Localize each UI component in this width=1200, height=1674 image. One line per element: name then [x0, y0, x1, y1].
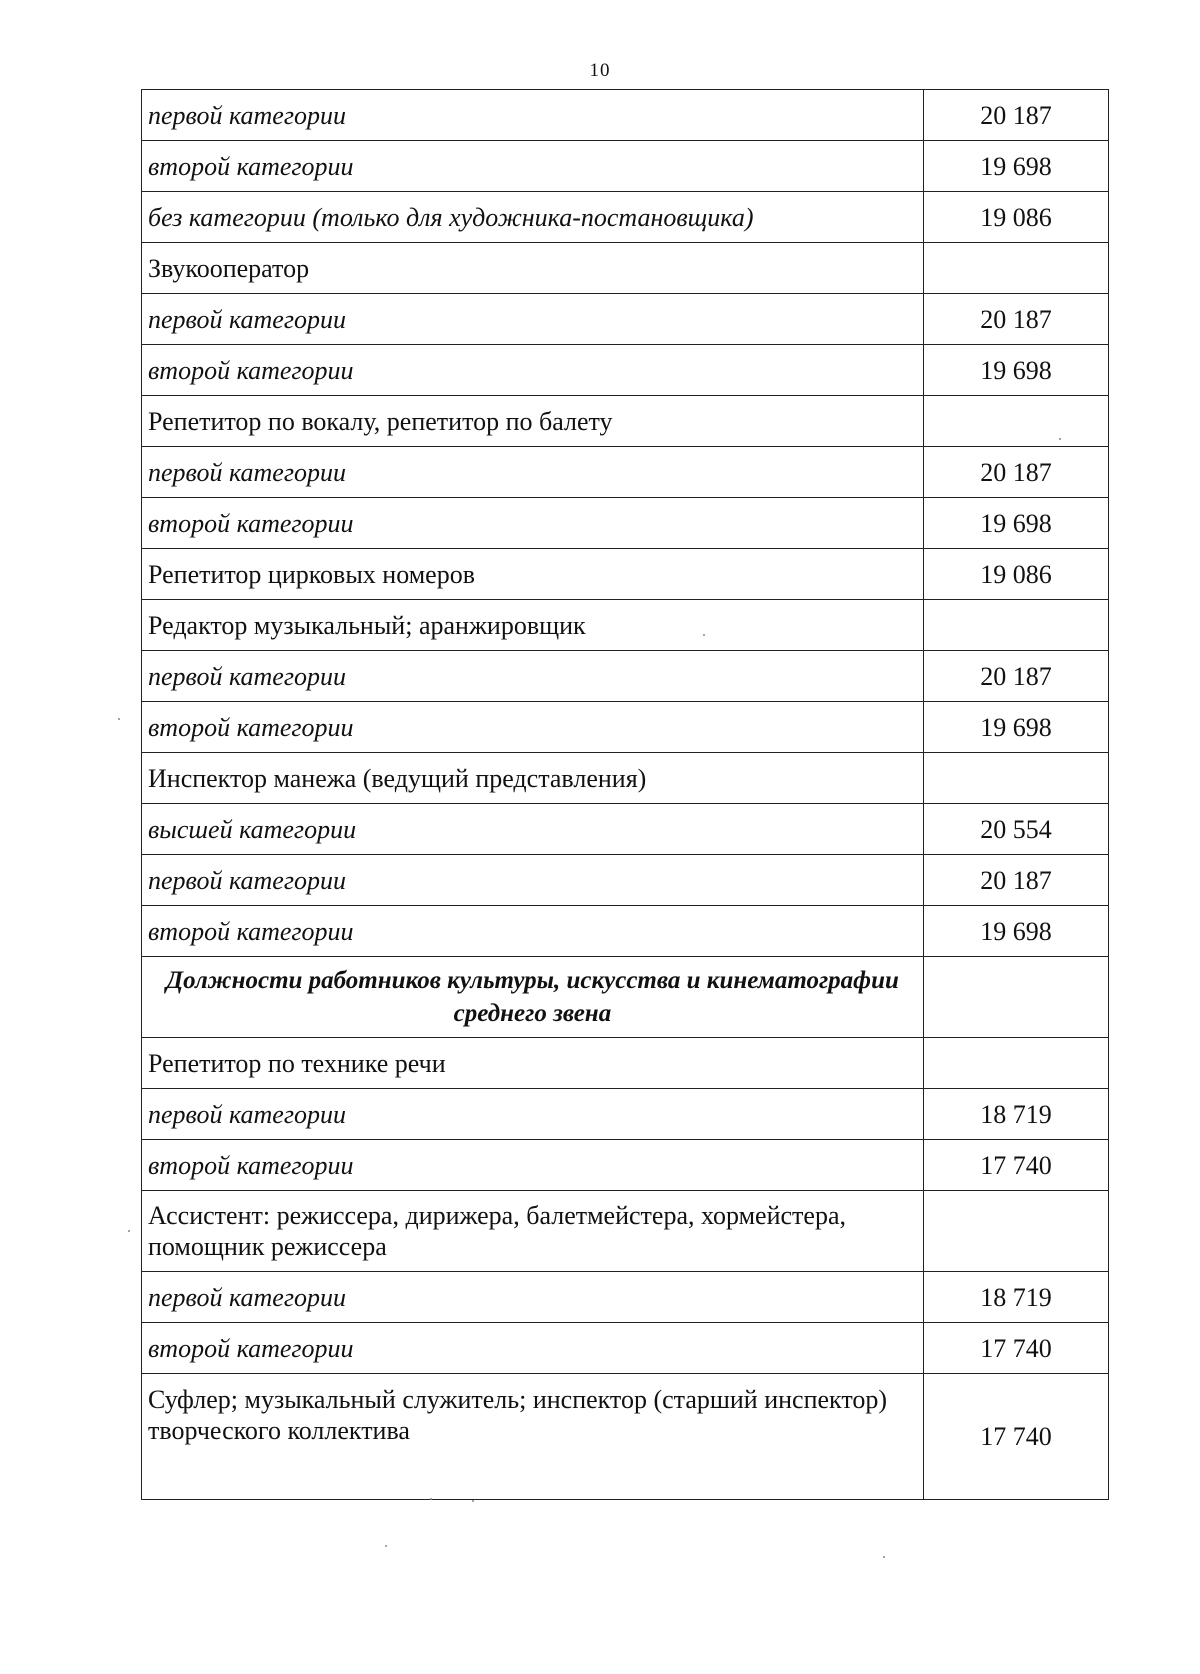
position-name: второй категории	[142, 141, 924, 192]
salary-value: 19 698	[923, 498, 1108, 549]
position-name: Суфлер; музыкальный служитель; инспектор (старший инспектор) творческого коллектива	[142, 1374, 924, 1500]
scan-speck	[703, 634, 705, 636]
position-name: второй категории	[142, 498, 924, 549]
page-number: 10	[589, 60, 611, 81]
table-row	[142, 855, 1109, 906]
salary-value: 17 740	[923, 1374, 1108, 1500]
table-row	[142, 345, 1109, 396]
scan-speck	[128, 1230, 130, 1232]
salary-value: 20 187	[923, 294, 1108, 345]
table-row	[142, 1323, 1109, 1374]
position-name: второй категории	[142, 1323, 924, 1374]
scan-speck	[385, 1545, 387, 1547]
position-name: второй категории	[142, 906, 924, 957]
salary-value: 19 086	[923, 192, 1108, 243]
salary-value: 20 187	[923, 447, 1108, 498]
position-name: высшей категории	[142, 804, 924, 855]
salary-value	[923, 957, 1108, 1038]
position-name: первой категории	[142, 1272, 924, 1323]
scan-speck	[472, 1500, 474, 1502]
position-name: Ассистент: режиссера, дирижера, балетмейстера, хормейстера, помощник режиссера	[142, 1191, 924, 1272]
salary-value: 19 698	[923, 345, 1108, 396]
position-name: второй категории	[142, 702, 924, 753]
salary-value: 19 698	[923, 702, 1108, 753]
position-name: первой категории	[142, 1089, 924, 1140]
salary-value	[923, 1038, 1108, 1089]
salary-value: 20 554	[923, 804, 1108, 855]
position-name: Репетитор по вокалу, репетитор по балету	[142, 396, 924, 447]
table-row	[142, 804, 1109, 855]
position-name: первой категории	[142, 90, 924, 141]
section-header-row	[142, 957, 1109, 1038]
table-row	[142, 1374, 1109, 1500]
table-row	[142, 906, 1109, 957]
position-name: Инспектор манежа (ведущий представления)	[142, 753, 924, 804]
table-row	[142, 1272, 1109, 1323]
salary-value: 19 698	[923, 906, 1108, 957]
table-row	[142, 498, 1109, 549]
position-name: без категории (только для художника-постановщика)	[142, 192, 924, 243]
salary-value: 20 187	[923, 90, 1108, 141]
table-row	[142, 294, 1109, 345]
salary-table	[141, 89, 1109, 1500]
table-row	[142, 1089, 1109, 1140]
table-row	[142, 651, 1109, 702]
table-row	[142, 90, 1109, 141]
position-name: Репетитор цирковых номеров	[142, 549, 924, 600]
table-row	[142, 549, 1109, 600]
salary-value: 19 086	[923, 549, 1108, 600]
position-name: Редактор музыкальный; аранжировщик	[142, 600, 924, 651]
scan-speck	[1059, 438, 1061, 440]
table-row	[142, 702, 1109, 753]
salary-value: 20 187	[923, 855, 1108, 906]
table-row	[142, 141, 1109, 192]
section-heading: Должности работников культуры, искусства и кинематографии среднего звена	[142, 957, 924, 1038]
table-row	[142, 243, 1109, 294]
position-name: первой категории	[142, 294, 924, 345]
table-row	[142, 396, 1109, 447]
position-name: второй категории	[142, 345, 924, 396]
position-name: первой категории	[142, 855, 924, 906]
table-row	[142, 1140, 1109, 1191]
table-row	[142, 1038, 1109, 1089]
scan-speck	[883, 1556, 885, 1558]
table-row	[142, 600, 1109, 651]
position-name: первой категории	[142, 651, 924, 702]
table-row	[142, 753, 1109, 804]
scan-speck	[118, 718, 120, 720]
salary-value: 17 740	[923, 1140, 1108, 1191]
position-name: первой категории	[142, 447, 924, 498]
position-name: Репетитор по технике речи	[142, 1038, 924, 1089]
position-name: второй категории	[142, 1140, 924, 1191]
salary-value	[923, 600, 1108, 651]
salary-value	[923, 753, 1108, 804]
salary-value	[923, 243, 1108, 294]
salary-value: 18 719	[923, 1272, 1108, 1323]
salary-value	[923, 1191, 1108, 1272]
salary-value: 17 740	[923, 1323, 1108, 1374]
salary-value: 20 187	[923, 651, 1108, 702]
salary-value: 19 698	[923, 141, 1108, 192]
salary-value: 18 719	[923, 1089, 1108, 1140]
table-row	[142, 192, 1109, 243]
table-row	[142, 447, 1109, 498]
salary-value	[923, 396, 1108, 447]
scan-speck	[430, 1498, 432, 1500]
position-name: Звукооператор	[142, 243, 924, 294]
table-row	[142, 1191, 1109, 1272]
